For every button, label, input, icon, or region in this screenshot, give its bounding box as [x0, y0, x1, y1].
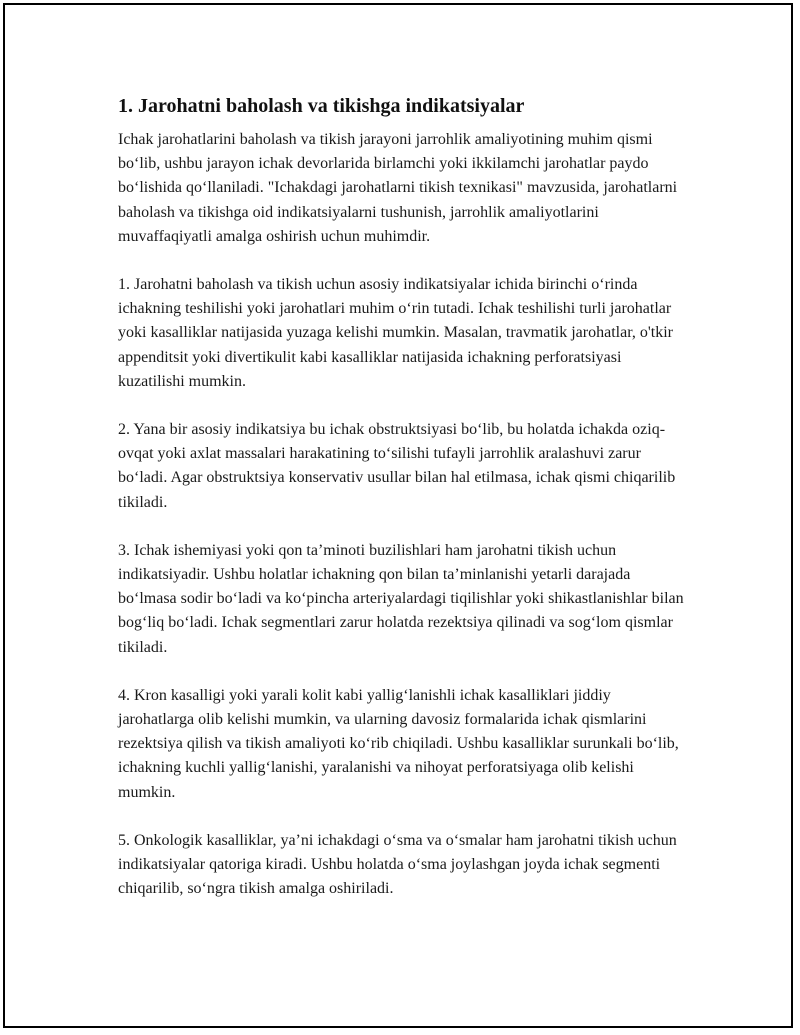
intro-paragraph: Ichak jarohatlarini baholash va tikish jarayoni jarrohlik amaliyotining muhim qismi boʻlib, ushbu jarayon ichak devorlarida birlamchi yoki ikkilamchi jarohatlar paydo boʻlishida qoʻllaniladi. "Ichakdagi jarohatlarni tikish texnikasi" mavzusida, jarohatlarni baholash va tikishga oid indikatsiyalarni tushunish, jarrohlik amaliyotlarini muvaffaqiyatli amalga oshirish uchun muhimdir. [118, 131, 678, 245]
section-title: 1. Jarohatni baholash va tikishga indikatsiyalar [118, 95, 525, 117]
paragraph-5: 5. Onkologik kasalliklar, yaʼni ichakdagi oʻsma va oʻsmalar ham jarohatni tikish uchun indikatsiyalar qatoriga kiradi. Ushbu holatda oʻsma joylashgan joyda ichak segmenti chiqarilib, soʻngra tikish amalga oshiriladi. [118, 831, 677, 898]
paragraph-2: 2. Yana bir asosiy indikatsiya bu ichak obstruktsiyasi boʻlib, bu holatda ichakda oziq-ovqat yoki axlat massalari harakatining toʻsilishi tufayli jarrohlik aralashuvi zarur boʻladi. Agar obstruktsiya konservativ usullar bilan hal etilmasa, ichak qismi chiqarilib tikiladi. [118, 421, 676, 511]
paragraph-4: 4. Kron kasalligi yoki yarali kolit kabi yalligʻlanishli ichak kasalliklari jiddiy jarohatlarga olib kelishi mumkin, va ularning davosiz formalarida ichak qismlarini rezektsiya qilish va tikish amaliyoti koʻrib chiqiladi. Ushbu kasalliklar surunkali boʻlib, ichakning kuchli yalligʻlanishi, yaralanishi va nihoyat perforatsiyaga olib kelishi mumkin. [118, 686, 679, 801]
paragraph-1: 1. Jarohatni baholash va tikish uchun asosiy indikatsiyalar ichida birinchi oʻrinda ichakning teshilishi yoki jarohatlari muhim oʻrin tutadi. Ichak teshilishi turli jarohatlar yoki kasalliklar natijasida yuzaga kelishi mumkin. Masalan, travmatik jarohatlar, o'tkir appenditsit yoki divertikulit kabi kasalliklar natijasida ichakning perforatsiyasi kuzatilishi mumkin. [118, 276, 673, 390]
paragraph-3: 3. Ichak ishemiyasi yoki qon taʼminoti buzilishlari ham jarohatni tikish uchun indikatsiyadir. Ushbu holatlar ichakning qon bilan taʼminlanishi yetarli darajada boʻlmasa sodir boʻladi va koʻpincha arteriyalardagi tiqilishlar yoki shikastlanishlar bilan bogʻliq boʻladi. Ichak segmentlari zarur holatda rezektsiya qilinadi va sogʻlom qismlar tikiladi. [118, 541, 684, 656]
document-body [118, 94, 690, 925]
